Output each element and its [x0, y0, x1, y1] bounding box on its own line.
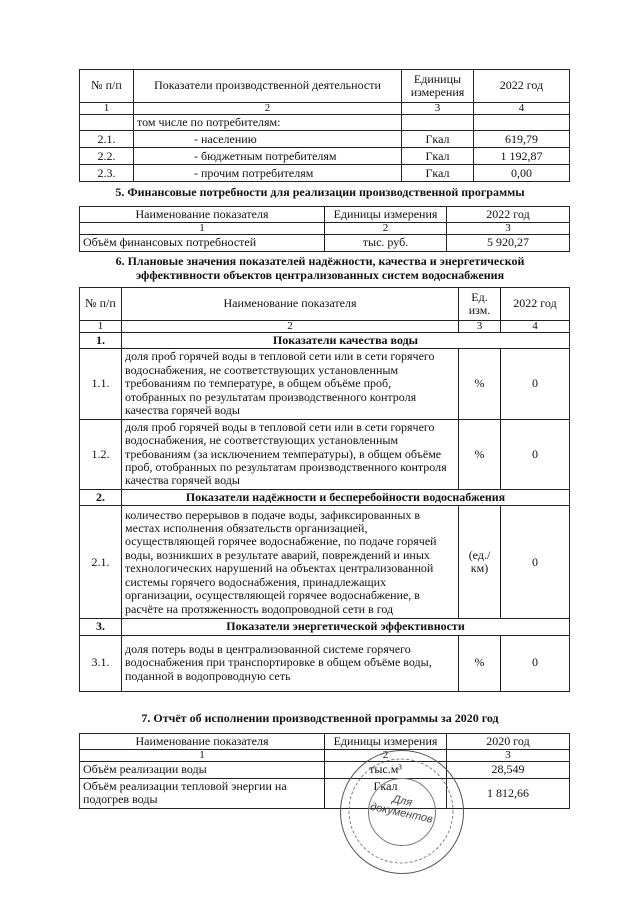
header-num: № п/п [80, 288, 122, 321]
row-name: доля проб горячей воды в тепловой сети или в сети горячего водоснабжения, не соответствующих установленным требованиям (за исключением температуры), в общем объёме проб, отобранных по результатам производственного контроля качества горячей воды [122, 419, 459, 489]
row-num: 2.3. [80, 165, 134, 182]
row-unit: Гкал [402, 131, 474, 148]
row-name: доля проб горячей воды в тепловой сети или в сети горячего водоснабжения, не соответствующих установленным требованиям по температуре, в общем объёме проб, отобранных по результатам производственного контроля качества горячей воды [122, 349, 459, 419]
header-unit: Единицы измерения [325, 734, 447, 750]
subheader-text: том числе по потребителям: [134, 115, 402, 131]
index-cell: 1 [80, 750, 325, 762]
empty-cell [402, 115, 474, 131]
table-row [80, 506, 570, 619]
index-cell: 2 [325, 750, 447, 762]
row-name: Объём реализации тепловой энергии на подогрев воды [80, 778, 325, 808]
index-cell: 3 [402, 103, 474, 115]
row-num: 1.2. [80, 419, 122, 489]
row-name: - бюджетным потребителям [134, 148, 402, 165]
row-value: 1 192,87 [474, 148, 570, 165]
header-unit: Единицы измерения [325, 207, 447, 223]
table-row [80, 762, 570, 778]
header-year: 2022 год [447, 207, 570, 223]
table-row [80, 235, 570, 251]
index-cell: 2 [134, 103, 402, 115]
row-unit: тыс.м³ [325, 762, 447, 778]
index-cell: 1 [80, 223, 325, 235]
financial-needs-table [79, 206, 570, 252]
header-year: 2022 год [501, 288, 570, 321]
row-value: 0 [501, 635, 570, 691]
header-year: 2020 год [447, 734, 570, 750]
row-name: Объём реализации воды [80, 762, 325, 778]
group-title: Показатели энергетической эффективности [122, 619, 570, 635]
row-value: 5 920,27 [447, 235, 570, 251]
table-row [80, 635, 570, 691]
table-row [80, 419, 570, 489]
program-report-table [79, 733, 570, 809]
row-name: Объём финансовых потребностей [80, 235, 325, 251]
group-title: Показатели надёжности и бесперебойности водоснабжения [122, 489, 570, 505]
row-name: - прочим потребителям [134, 165, 402, 182]
empty-cell [80, 115, 134, 131]
section5-title: 5. Финансовые потребности для реализации производственной программы [115, 185, 525, 199]
section7-title: 7. Отчёт об исполнении производственной программы за 2020 год [141, 711, 499, 725]
header-name: Наименование показателя [80, 207, 325, 223]
section6-title [0, 255, 640, 283]
row-value: 0,00 [474, 165, 570, 182]
row-value: 0 [501, 506, 570, 619]
index-cell: 3 [447, 750, 570, 762]
row-value: 1 812,66 [447, 778, 570, 808]
group-row [80, 619, 570, 635]
section6-title-line2: эффективности объектов централизованных систем водоснабжения [135, 267, 505, 282]
row-value: 0 [501, 349, 570, 419]
row-unit: тыс. руб. [325, 235, 447, 251]
row-unit: Гкал [402, 148, 474, 165]
row-unit: Гкал [402, 165, 474, 182]
index-cell: 4 [501, 321, 570, 333]
empty-cell [474, 115, 570, 131]
row-num: 2.2. [80, 148, 134, 165]
row-num: 2.1. [80, 506, 122, 619]
table-row [80, 778, 570, 808]
index-cell: 2 [325, 223, 447, 235]
row-num: 1.1. [80, 349, 122, 419]
index-cell: 1 [80, 321, 122, 333]
index-cell: 3 [447, 223, 570, 235]
header-name: Наименование показателя [122, 288, 459, 321]
index-cell: 3 [459, 321, 501, 333]
group-row [80, 489, 570, 505]
index-cell: 4 [474, 103, 570, 115]
row-name: количество перерывов в подаче воды, зафиксированных в местах исполнения обязательств организацией, осуществляющей горячее водоснабжение, по подаче горячей воды, возникших в результате аварий, повреждений и иных технологических нарушений на объектах централизованной системы горячего водоснабжения, принадлежащих организации, осуществляющей горячее водоснабжение, в расчёте на протяженность водопроводной сети в год [122, 506, 459, 619]
row-num: 2.1. [80, 131, 134, 148]
table-row [80, 148, 570, 165]
table-row [80, 131, 570, 148]
section6-title-line1: 6. Плановые значения показателей надёжности, качества и энергетической [115, 254, 525, 268]
header-num: № п/п [80, 70, 134, 103]
group-num: 1. [80, 333, 122, 349]
row-unit: Гкал [325, 778, 447, 808]
row-name: - населению [134, 131, 402, 148]
index-cell: 1 [80, 103, 134, 115]
row-value: 28,549 [447, 762, 570, 778]
table-row [80, 165, 570, 182]
group-num: 2. [80, 489, 122, 505]
index-cell: 2 [122, 321, 459, 333]
header-unit: Ед. изм. [459, 288, 501, 321]
group-num: 3. [80, 619, 122, 635]
header-unit: Единицы измерения [402, 70, 474, 103]
row-value: 0 [501, 419, 570, 489]
group-row [80, 333, 570, 349]
row-num: 3.1. [80, 635, 122, 691]
row-unit: % [459, 635, 501, 691]
row-name: доля потерь воды в централизованной системе горячего водоснабжения при транспортировке в общем объёме воды, поданной в водопроводную сеть [122, 635, 459, 691]
row-unit: % [459, 419, 501, 489]
header-indicator: Показатели производственной деятельности [134, 70, 402, 103]
table-row [80, 349, 570, 419]
group-title: Показатели качества воды [122, 333, 570, 349]
header-name: Наименование показателя [80, 734, 325, 750]
row-unit: (ед./ км) [459, 506, 501, 619]
header-year: 2022 год [474, 70, 570, 103]
row-unit: % [459, 349, 501, 419]
reliability-indicators-table [79, 287, 570, 692]
row-value: 619,79 [474, 131, 570, 148]
consumption-table [79, 69, 570, 182]
stamp-text: Для документов [369, 793, 434, 826]
